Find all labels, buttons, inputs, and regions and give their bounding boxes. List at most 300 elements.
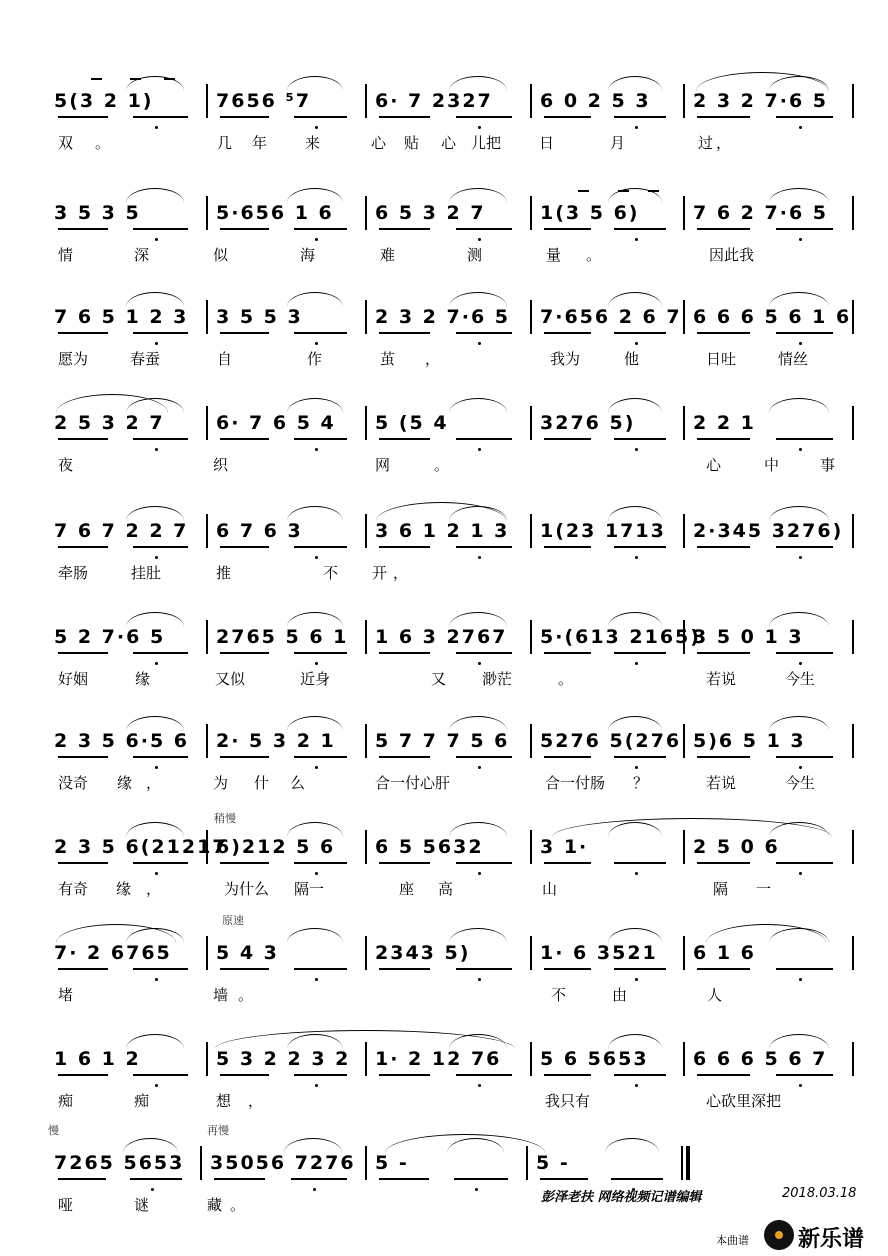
staff-row: [0, 512, 888, 622]
bar-line: [530, 514, 532, 548]
beam-line: [294, 332, 348, 334]
beam-line: [456, 116, 512, 118]
bar-line: [530, 196, 532, 230]
beam-line: [130, 1178, 182, 1180]
measure-notes: 5·(613 2165): [540, 626, 701, 648]
lyric-syllable: 作: [307, 350, 323, 368]
beam-line: [220, 1074, 269, 1076]
beam-line: [291, 1178, 347, 1180]
measure-notes: 1 6 3 2767: [375, 626, 508, 648]
measure-notes: 5 2 7·6 5: [54, 626, 166, 648]
measure-notes: 6· 7 6 5 4: [216, 412, 336, 434]
bar-line: [852, 724, 854, 758]
lyric-syllable: 春蚕: [130, 350, 161, 368]
beam-line: [133, 116, 188, 118]
octave-dash: [130, 78, 141, 80]
notation-line: [0, 298, 888, 338]
octave-dash: [578, 190, 589, 192]
beam-line: [379, 228, 430, 230]
lyrics-line: [0, 454, 888, 478]
bar-line: [530, 724, 532, 758]
lyric-syllable: 若说: [706, 670, 737, 688]
lyrics-line: [0, 244, 888, 268]
lyric-syllable: 又似: [215, 670, 246, 688]
measure-notes: 3 6 1 2 1 3: [375, 520, 510, 542]
lyric-syllable: 茧: [380, 350, 396, 368]
measure-notes: 5 4 3: [216, 942, 279, 964]
lyric-syllable: 难: [380, 246, 396, 264]
bar-line: [852, 830, 854, 864]
lyric-syllable: 哑: [58, 1196, 74, 1214]
measure-notes: 6 0 2 5 3: [540, 90, 651, 112]
measure-notes: 2343 5): [375, 942, 471, 964]
lyrics-line: [0, 348, 888, 372]
octave-dash: [618, 190, 629, 192]
beam-line: [456, 652, 512, 654]
lyric-syllable: ，: [248, 1092, 264, 1110]
tempo-mark-2: 再慢: [207, 1124, 229, 1137]
octave-dot: [635, 342, 638, 345]
octave-dot: [155, 978, 158, 981]
measure-notes: 5)6 5 1 3: [693, 730, 806, 752]
bar-line: [206, 196, 208, 230]
beam-line: [456, 546, 512, 548]
octave-dot: [478, 872, 481, 875]
measure-notes: 2765 5 6 1: [216, 626, 349, 648]
beam-line: [614, 116, 665, 118]
lyric-syllable: 心: [371, 134, 387, 152]
octave-dot: [799, 978, 802, 981]
beam-line: [220, 652, 269, 654]
bar-line: [206, 514, 208, 548]
beam-line: [614, 756, 665, 758]
beam-line: [379, 546, 430, 548]
lyric-syllable: 合一付心肝: [375, 774, 451, 792]
measure-notes: 7 6 5 1 2 3: [54, 306, 189, 328]
octave-dot: [475, 1188, 478, 1191]
lyric-syllable: 事: [820, 456, 836, 474]
bar-line: [683, 84, 685, 118]
measure-notes: 6 5 5632: [375, 836, 484, 858]
measure-notes: 7· 2 6765: [54, 942, 172, 964]
lyric-syllable: 自: [217, 350, 233, 368]
bar-line: [683, 1042, 685, 1076]
beam-line: [58, 652, 108, 654]
lyric-syllable: ？: [633, 774, 649, 792]
octave-dot: [635, 238, 638, 241]
measure-notes: 35056 7276: [210, 1152, 356, 1174]
bar-line: [852, 936, 854, 970]
octave-dot: [155, 126, 158, 129]
measure-notes: 1· 6 3521: [540, 942, 658, 964]
beam-line: [58, 332, 108, 334]
octave-dot: [635, 978, 638, 981]
lyric-syllable: 人: [707, 986, 723, 1004]
lyric-syllable: 合一付肠: [545, 774, 606, 792]
beam-line: [776, 228, 833, 230]
octave-dot: [155, 1084, 158, 1087]
beam-line: [614, 438, 665, 440]
beam-line: [294, 756, 348, 758]
beam-line: [133, 1074, 188, 1076]
beam-line: [379, 1074, 430, 1076]
measure-notes: 7265 5653: [54, 1152, 185, 1174]
beam-line: [456, 332, 512, 334]
beam-line: [379, 652, 430, 654]
lyric-syllable: 心砍里深把: [706, 1092, 782, 1110]
lyrics-line: [0, 1194, 888, 1218]
lyric-syllable: 他: [624, 350, 640, 368]
beam-line: [544, 756, 591, 758]
octave-dot: [635, 766, 638, 769]
beam-line: [614, 332, 665, 334]
octave-dot: [635, 556, 638, 559]
measure-notes: 2 3 5 6(21217: [54, 836, 228, 858]
lyric-syllable: ，: [425, 350, 441, 368]
beam-line: [697, 332, 750, 334]
octave-dot: [799, 342, 802, 345]
brand-caption: 本曲谱: [716, 1234, 749, 1247]
lyric-syllable: 么: [290, 774, 306, 792]
lyric-syllable: 。: [586, 246, 602, 264]
record-disc-icon: [764, 1220, 794, 1250]
beam-line: [456, 756, 512, 758]
beam-line: [58, 116, 108, 118]
bar-line: [200, 1146, 202, 1180]
beam-line: [58, 968, 108, 970]
notation-line: [0, 722, 888, 762]
lyric-syllable: 测: [467, 246, 483, 264]
beam-line: [379, 332, 430, 334]
bar-line: [683, 196, 685, 230]
measure-notes: 3276 5): [540, 412, 636, 434]
beam-line: [776, 652, 833, 654]
beam-line: [58, 546, 108, 548]
lyric-syllable: 日: [539, 134, 555, 152]
lyric-syllable: 量: [546, 246, 562, 264]
beam-line: [697, 438, 750, 440]
beam-line: [776, 332, 833, 334]
measure-notes: 6 5 3 2 7: [375, 202, 486, 224]
lyric-syllable: 愿为: [58, 350, 89, 368]
measure-notes: 2·345 3276): [693, 520, 844, 542]
bar-line: [683, 936, 685, 970]
bar-line: [530, 406, 532, 440]
lyric-syllable: 开: [372, 564, 388, 582]
octave-dot: [478, 238, 481, 241]
beam-line: [133, 968, 188, 970]
beam-line: [614, 228, 665, 230]
lyric-syllable: 高: [438, 880, 454, 898]
lyric-syllable: 月: [610, 134, 626, 152]
beam-line: [220, 862, 269, 864]
lyric-syllable: ，: [146, 774, 162, 792]
beam-line: [58, 438, 108, 440]
measure-notes: 2 3 5 6·5 6: [54, 730, 189, 752]
lyric-syllable: 夜: [58, 456, 74, 474]
octave-dot: [155, 556, 158, 559]
bar-line: [365, 1146, 367, 1180]
beam-line: [379, 756, 430, 758]
beam-line: [214, 1178, 265, 1180]
lyric-syllable: 过: [698, 134, 714, 152]
bar-line: [852, 514, 854, 548]
lyric-syllable: 今生: [785, 670, 816, 688]
measure-notes: 6 6 6 5 6 1 6: [693, 306, 852, 328]
staff-row: [0, 812, 888, 938]
measure-notes: 5(3 2 1): [54, 90, 154, 112]
beam-line: [776, 546, 833, 548]
beam-line: [58, 1074, 108, 1076]
lyric-syllable: 缘: [135, 670, 151, 688]
lyric-syllable: 海: [300, 246, 316, 264]
bar-line: [206, 406, 208, 440]
staff-row: [0, 1124, 888, 1254]
lyric-syllable: 痴: [58, 1092, 74, 1110]
lyrics-line: [0, 668, 888, 692]
lyric-syllable: 有奇: [58, 880, 89, 898]
beam-line: [544, 968, 591, 970]
octave-dot: [155, 238, 158, 241]
octave-dot: [799, 126, 802, 129]
slur-arc: [449, 76, 508, 91]
beam-line: [58, 1178, 106, 1180]
lyric-syllable: 想: [216, 1092, 232, 1110]
beam-line: [220, 438, 269, 440]
octave-dot: [478, 978, 481, 981]
bar-line: [852, 1042, 854, 1076]
lyric-syllable: 双: [58, 134, 74, 152]
measure-notes: 3 5 5 3: [216, 306, 303, 328]
beam-line: [220, 756, 269, 758]
lyric-syllable: 织: [213, 456, 229, 474]
bar-line: [681, 1146, 683, 1180]
lyric-syllable: 日吐: [706, 350, 737, 368]
bar-line: [530, 936, 532, 970]
beam-line: [133, 228, 188, 230]
beam-line: [133, 862, 188, 864]
measure-notes: 1· 2 12 76: [375, 1048, 502, 1070]
bar-line: [365, 514, 367, 548]
octave-dot: [478, 448, 481, 451]
measure-notes: 7 6 2 7·6 5: [693, 202, 828, 224]
beam-line: [544, 228, 591, 230]
beam-line: [614, 652, 665, 654]
beam-line: [697, 546, 750, 548]
bar-line: [530, 620, 532, 654]
bar-line: [365, 936, 367, 970]
staff-row: [0, 722, 888, 832]
beam-line: [220, 332, 269, 334]
octave-dot: [315, 872, 318, 875]
beam-line: [133, 438, 188, 440]
bar-line: [852, 300, 854, 334]
lyric-syllable: 。: [95, 134, 111, 152]
beam-line: [220, 968, 269, 970]
beam-line: [697, 116, 750, 118]
tempo-mark: 慢: [48, 1124, 59, 1137]
measure-notes: 6 1 6: [693, 942, 756, 964]
beam-line: [379, 862, 430, 864]
lyric-syllable: 儿把: [471, 134, 502, 152]
measure-notes: 6· 7 2327: [375, 90, 493, 112]
octave-dot: [315, 1084, 318, 1087]
beam-line: [133, 546, 188, 548]
lyrics-line: [0, 984, 888, 1008]
notation-line: [0, 512, 888, 552]
measure-notes: 1(3 5 6): [540, 202, 640, 224]
lyric-syllable: 因此我: [709, 246, 755, 264]
lyrics-line: [0, 1090, 888, 1114]
beam-line: [133, 652, 188, 654]
beam-line: [776, 862, 833, 864]
bar-line: [206, 84, 208, 118]
beam-line: [456, 862, 512, 864]
beam-line: [456, 438, 512, 440]
notation-line: [0, 1124, 888, 1184]
notation-line: [0, 812, 888, 868]
octave-dot: [155, 342, 158, 345]
lyric-syllable: ，: [716, 134, 732, 152]
octave-dot: [478, 556, 481, 559]
beam-line: [454, 1178, 508, 1180]
bar-line: [365, 724, 367, 758]
beam-line: [379, 968, 430, 970]
lyric-syllable: 我只有: [545, 1092, 591, 1110]
measure-notes: 2 5 3 2 7: [54, 412, 165, 434]
measure-notes: 5 3 2 2 3 2: [216, 1048, 351, 1070]
lyric-syllable: 情丝: [778, 350, 809, 368]
measure-notes: 3 5 0 1 3: [693, 626, 804, 648]
beam-line: [697, 968, 750, 970]
octave-dot: [799, 1084, 802, 1087]
measure-notes: 5 -: [375, 1152, 409, 1174]
beam-line: [544, 652, 591, 654]
lyric-syllable: 谜: [134, 1196, 150, 1214]
beam-line: [614, 862, 665, 864]
bar-line: [683, 724, 685, 758]
octave-dot: [635, 1084, 638, 1087]
beam-line: [697, 228, 750, 230]
octave-dot: [799, 556, 802, 559]
beam-line: [776, 1074, 833, 1076]
beam-line: [294, 546, 348, 548]
beam-line: [544, 862, 591, 864]
lyric-syllable: 为: [213, 774, 229, 792]
lyric-syllable: 我为: [550, 350, 581, 368]
beam-line: [456, 1074, 512, 1076]
beam-line: [540, 1178, 588, 1180]
beam-line: [133, 332, 188, 334]
bar-line: [683, 406, 685, 440]
lyric-syllable: 几: [217, 134, 233, 152]
credit-text: 彭泽老扶 网络视频记谱编辑: [541, 1190, 702, 1205]
measure-notes: 5 -: [536, 1152, 570, 1174]
beam-line: [697, 1074, 750, 1076]
notation-line: [0, 194, 888, 234]
measure-notes: 6 7 6 3: [216, 520, 303, 542]
measure-notes: 7·656 2 6 7: [540, 306, 682, 328]
lyric-syllable: 缘: [117, 774, 133, 792]
measure-notes: 5 (5 4: [375, 412, 449, 434]
notation-line: [0, 82, 888, 122]
octave-dot: [155, 448, 158, 451]
beam-line: [697, 652, 750, 654]
lyric-syllable: 。: [230, 1196, 246, 1214]
beam-line: [379, 1178, 429, 1180]
bar-line: [365, 830, 367, 864]
measure-notes: 7 6 7 2 2 7: [54, 520, 189, 542]
lyric-syllable: 贴: [404, 134, 420, 152]
octave-dot: [799, 766, 802, 769]
lyric-syllable: 又: [431, 670, 447, 688]
bar-line: [530, 1042, 532, 1076]
octave-dot: [315, 978, 318, 981]
octave-dash: [91, 78, 102, 80]
staff-row: [0, 1040, 888, 1150]
notation-line: [0, 618, 888, 658]
staff-row: [0, 298, 888, 408]
beam-line: [220, 546, 269, 548]
beam-line: [220, 228, 269, 230]
octave-dot: [799, 238, 802, 241]
lyrics-line: [0, 772, 888, 796]
slur-arc: [287, 76, 343, 91]
measure-notes: 3 1·: [540, 836, 589, 858]
staff-row: [0, 194, 888, 304]
bar-line: [852, 620, 854, 654]
octave-dot: [155, 662, 158, 665]
beam-line: [58, 756, 108, 758]
measure-notes: 3 5 3 5: [54, 202, 141, 224]
beam-line: [133, 756, 188, 758]
beam-line: [544, 438, 591, 440]
beam-line: [776, 438, 833, 440]
lyric-syllable: 不: [551, 986, 567, 1004]
octave-dot: [478, 342, 481, 345]
octave-dash: [648, 190, 659, 192]
bar-line: [530, 300, 532, 334]
bar-line: [206, 620, 208, 654]
lyric-syllable: 座: [399, 880, 415, 898]
bar-line: [683, 514, 685, 548]
lyric-syllable: 。: [434, 456, 450, 474]
bar-line: [852, 196, 854, 230]
beam-line: [544, 546, 591, 548]
lyric-syllable: 墙: [213, 986, 229, 1004]
beam-line: [776, 116, 833, 118]
bar-line: [365, 620, 367, 654]
bar-line: [852, 84, 854, 118]
beam-line: [544, 332, 591, 334]
lyric-syllable: 藏: [207, 1196, 223, 1214]
octave-dot: [315, 662, 318, 665]
beam-line: [294, 116, 348, 118]
lyric-syllable: 不: [323, 564, 339, 582]
lyrics-line: [0, 132, 888, 156]
bar-line: [206, 724, 208, 758]
beam-line: [456, 968, 512, 970]
lyric-syllable: 好姻: [58, 670, 89, 688]
lyric-syllable: 深: [134, 246, 150, 264]
beam-line: [294, 968, 348, 970]
octave-dash: [164, 78, 175, 80]
beam-line: [776, 968, 833, 970]
tempo-mark: 原速: [222, 914, 244, 927]
lyric-syllable: 网: [375, 456, 391, 474]
measure-notes: 5 6 5653: [540, 1048, 649, 1070]
measure-notes: 2· 5 3 2 1: [216, 730, 336, 752]
